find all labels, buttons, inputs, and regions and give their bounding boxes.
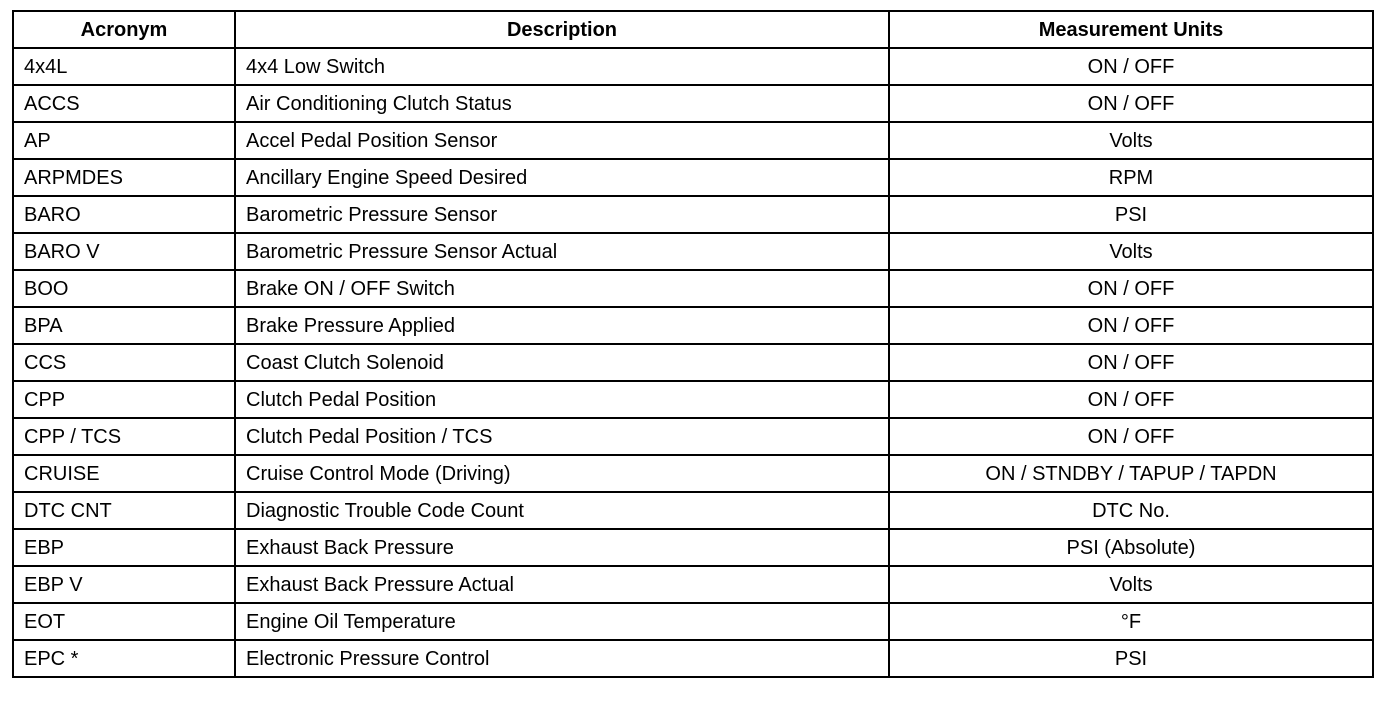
table-row — [13, 270, 1373, 307]
acronym-cell: EOT — [13, 603, 235, 640]
units-cell: PSI — [889, 196, 1373, 233]
description-cell: Cruise Control Mode (Driving) — [235, 455, 889, 492]
acronym-cell: AP — [13, 122, 235, 159]
acronym-cell: ACCS — [13, 85, 235, 122]
table-row — [13, 566, 1373, 603]
description-cell: Barometric Pressure Sensor Actual — [235, 233, 889, 270]
description-cell: Coast Clutch Solenoid — [235, 344, 889, 381]
acronym-cell: EPC * — [13, 640, 235, 677]
units-cell: ON / OFF — [889, 418, 1373, 455]
table-header-row — [13, 11, 1373, 48]
units-cell: ON / STNDBY / TAPUP / TAPDN — [889, 455, 1373, 492]
units-cell: PSI — [889, 640, 1373, 677]
table-row — [13, 344, 1373, 381]
acronym-cell: 4x4L — [13, 48, 235, 85]
units-cell: RPM — [889, 159, 1373, 196]
acronym-cell: BARO — [13, 196, 235, 233]
units-cell: ON / OFF — [889, 381, 1373, 418]
description-cell: Brake ON / OFF Switch — [235, 270, 889, 307]
acronym-cell: BOO — [13, 270, 235, 307]
acronym-cell: BARO V — [13, 233, 235, 270]
description-cell: Ancillary Engine Speed Desired — [235, 159, 889, 196]
table-row — [13, 122, 1373, 159]
header-acronym: Acronym — [13, 11, 235, 48]
acronym-cell: ARPMDES — [13, 159, 235, 196]
table-row — [13, 492, 1373, 529]
table-row — [13, 196, 1373, 233]
description-cell: Electronic Pressure Control — [235, 640, 889, 677]
table-row — [13, 455, 1373, 492]
description-cell: 4x4 Low Switch — [235, 48, 889, 85]
description-cell: Air Conditioning Clutch Status — [235, 85, 889, 122]
description-cell: Diagnostic Trouble Code Count — [235, 492, 889, 529]
units-cell: Volts — [889, 566, 1373, 603]
units-cell: Volts — [889, 122, 1373, 159]
description-cell: Clutch Pedal Position / TCS — [235, 418, 889, 455]
description-cell: Barometric Pressure Sensor — [235, 196, 889, 233]
units-cell: DTC No. — [889, 492, 1373, 529]
header-measurement-units: Measurement Units — [889, 11, 1373, 48]
units-cell: PSI (Absolute) — [889, 529, 1373, 566]
table-row — [13, 529, 1373, 566]
acronym-cell: CCS — [13, 344, 235, 381]
header-description: Description — [235, 11, 889, 48]
acronym-cell: CPP / TCS — [13, 418, 235, 455]
description-cell: Engine Oil Temperature — [235, 603, 889, 640]
table-row — [13, 381, 1373, 418]
description-cell: Clutch Pedal Position — [235, 381, 889, 418]
table-row — [13, 233, 1373, 270]
units-cell: Volts — [889, 233, 1373, 270]
table-row — [13, 603, 1373, 640]
acronym-cell: EBP V — [13, 566, 235, 603]
acronym-cell: CPP — [13, 381, 235, 418]
description-cell: Exhaust Back Pressure — [235, 529, 889, 566]
acronym-cell: EBP — [13, 529, 235, 566]
description-cell: Accel Pedal Position Sensor — [235, 122, 889, 159]
table-row — [13, 307, 1373, 344]
units-cell: ON / OFF — [889, 307, 1373, 344]
acronym-table — [12, 10, 1374, 678]
table-row — [13, 418, 1373, 455]
units-cell: ON / OFF — [889, 48, 1373, 85]
units-cell: °F — [889, 603, 1373, 640]
acronym-cell: CRUISE — [13, 455, 235, 492]
description-cell: Brake Pressure Applied — [235, 307, 889, 344]
acronym-cell: BPA — [13, 307, 235, 344]
acronym-cell: DTC CNT — [13, 492, 235, 529]
table-row — [13, 48, 1373, 85]
table-row — [13, 85, 1373, 122]
units-cell: ON / OFF — [889, 270, 1373, 307]
units-cell: ON / OFF — [889, 85, 1373, 122]
description-cell: Exhaust Back Pressure Actual — [235, 566, 889, 603]
table-row — [13, 159, 1373, 196]
table-row — [13, 640, 1373, 677]
units-cell: ON / OFF — [889, 344, 1373, 381]
